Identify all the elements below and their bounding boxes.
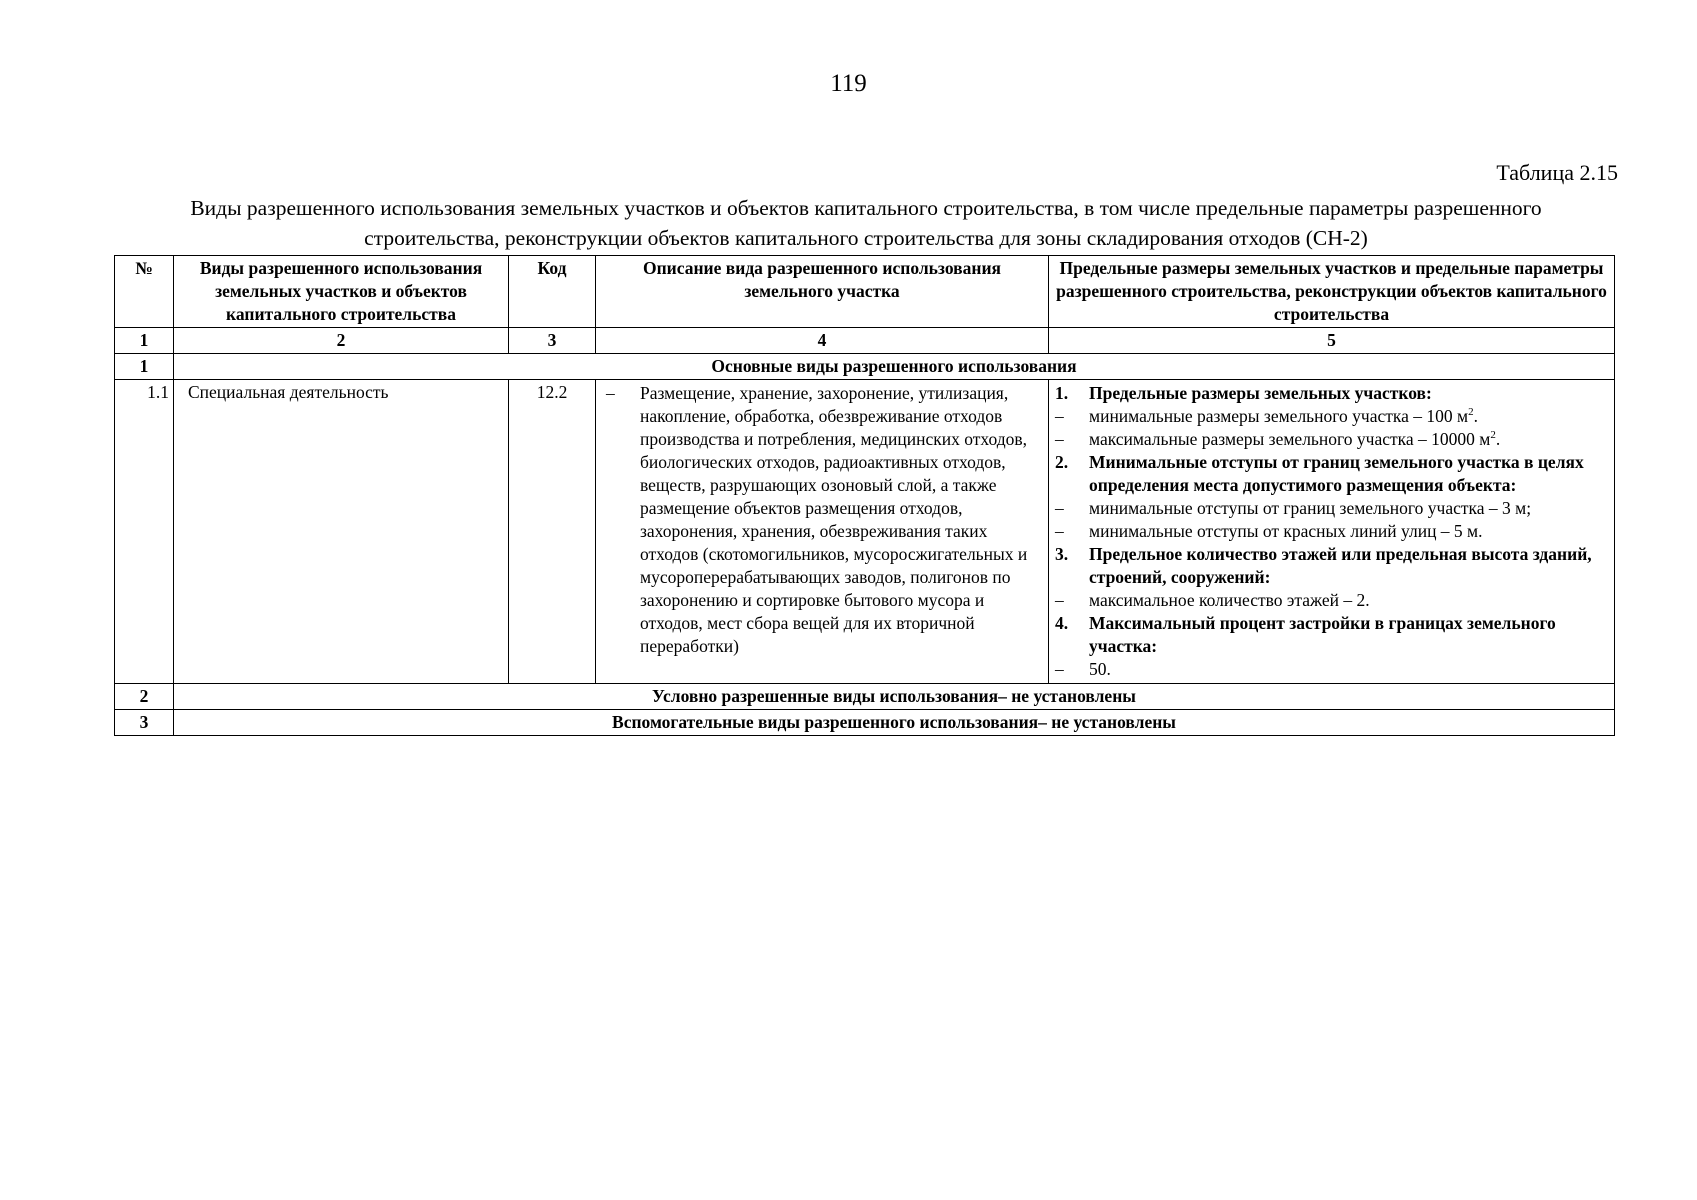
caption-line-2: строительства, реконструкции объектов капитального строительства для зоны складирования отходов (СН-2)	[364, 226, 1368, 250]
section-row	[115, 354, 1615, 380]
column-number-row	[115, 328, 1615, 354]
zoning-table	[114, 255, 1615, 736]
page-number: 119	[830, 70, 867, 97]
column-number: 4	[596, 328, 1049, 354]
header-number: №	[115, 256, 174, 328]
table-label: Таблица 2.15	[1496, 160, 1618, 185]
limit-heading: 3. Предельное количество этажей или предельная высота зданий, строений, сооружений:	[1055, 544, 1592, 587]
section-row	[115, 710, 1615, 736]
section-number: 2	[115, 684, 174, 710]
dash-marker: –	[606, 383, 615, 403]
column-number: 5	[1049, 328, 1615, 354]
limit-heading: 2. Минимальные отступы от границ земельного участка в целях определения места допустимого размещения объекта:	[1055, 452, 1584, 495]
table-row	[115, 380, 1615, 684]
section-number: 1	[115, 354, 174, 380]
caption-line-1: Виды разрешенного использования земельных участков и объектов капитального строительства, в том числе предельные параметры разрешенного	[190, 196, 1542, 220]
header-description: Описание вида разрешенного использования земельного участка	[596, 256, 1049, 328]
column-number: 1	[115, 328, 174, 354]
column-number: 3	[509, 328, 596, 354]
section-title: Основные виды разрешенного использования	[174, 354, 1615, 380]
limits-list	[1049, 380, 1614, 683]
row-number: 1.1	[115, 380, 174, 684]
header-use-type: Виды разрешенного использования земельных участков и объектов капитального строительства	[174, 256, 509, 328]
table-caption	[116, 193, 1616, 253]
header-limits: Предельные размеры земельных участков и предельные параметры разрешенного строительства, реконструкции объектов капитального строительства	[1049, 256, 1615, 328]
limit-item: – максимальное количество этажей – 2.	[1055, 590, 1370, 610]
limit-item: – минимальные отступы от красных линий улиц – 5 м.	[1055, 521, 1483, 541]
limit-item: – минимальные размеры земельного участка – 100 $м^2$.	[1055, 406, 1478, 426]
limit-heading: 4. Максимальный процент застройки в границах земельного участка:	[1055, 613, 1556, 656]
section-title: Условно разрешенные виды использования– не установлены	[174, 684, 1615, 710]
limit-heading: 1. Предельные размеры земельных участков:	[1055, 383, 1432, 403]
limit-item: – минимальные отступы от границ земельного участка – 3 м;	[1055, 498, 1532, 518]
use-type-name: Специальная деятельность	[174, 380, 509, 684]
header-row	[115, 256, 1615, 328]
description-item	[596, 380, 1048, 660]
section-number: 3	[115, 710, 174, 736]
header-code: Код	[509, 256, 596, 328]
section-row	[115, 684, 1615, 710]
column-number: 2	[174, 328, 509, 354]
limit-item: – 50.	[1055, 659, 1111, 679]
section-title: Вспомогательные виды разрешенного использования– не установлены	[174, 710, 1615, 736]
limit-item: – максимальные размеры земельного участка – 10000 $м^2$.	[1055, 429, 1501, 449]
use-type-code: 12.2	[509, 380, 596, 684]
description-text: Размещение, хранение, захоронение, утилизация, накопление, обработка, обезвреживание отходов производства и потребления, медицинских отходов, биологических отходов, радиоактивных отходов, веществ, разрушающих озоновый слой, а также размещение объектов размещения отходов, захоронения, хранения, обезвреживания таких отходов (скотомогильников, мусоросжигательных и мусороперерабатывающих заводов, полигонов по захоронению и сортировке бытового мусора и отходов, мест сбора вещей для их вторичной переработки)	[640, 383, 1028, 656]
